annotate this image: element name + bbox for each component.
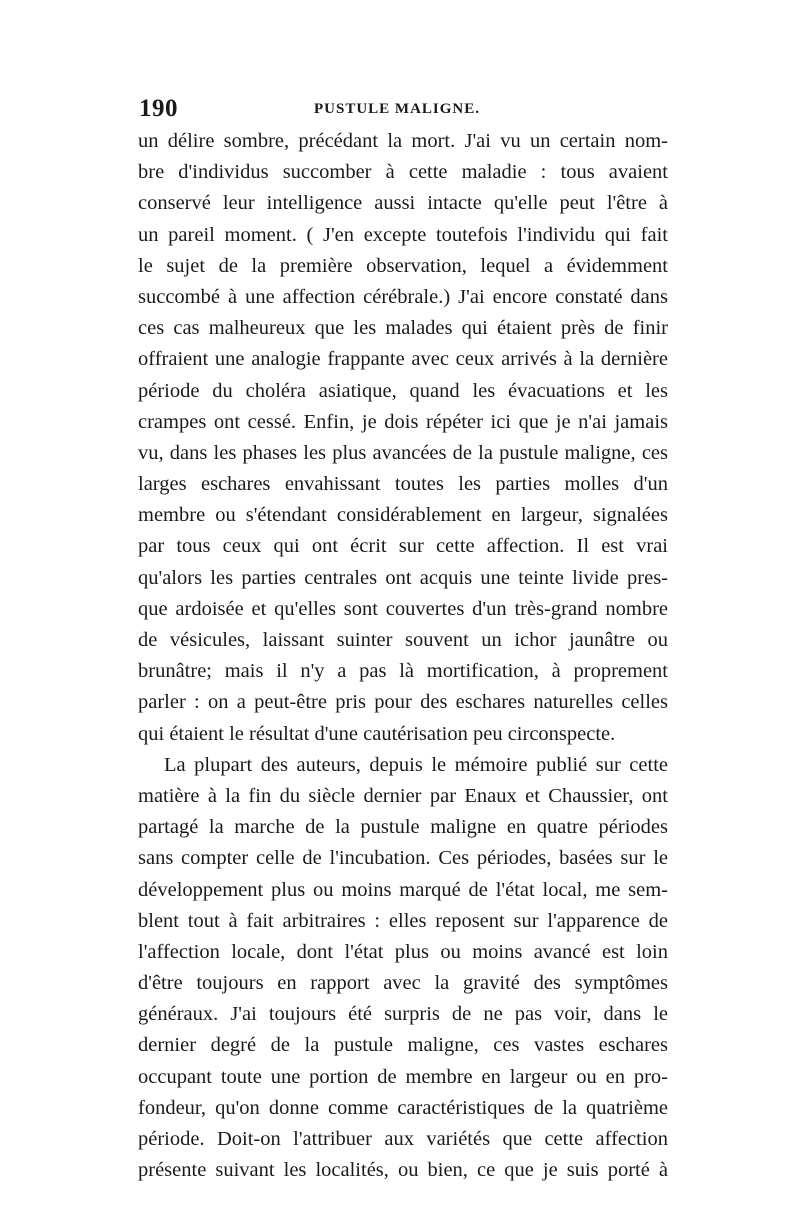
text-line: fondeur, qu'on donne comme caractéristiques de la quatrième — [138, 1096, 668, 1119]
text-line: larges eschares envahissant toutes les parties molles d'un — [138, 473, 668, 496]
text-line: blent tout à fait arbitraires : elles reposent sur l'apparence de — [138, 909, 668, 932]
text-line: un délire sombre, précédant la mort. J'ai vu un certain nom- — [138, 130, 668, 152]
text-line: un pareil moment. ( J'en excepte toutefois l'individu qui fait — [138, 223, 668, 246]
text-line: période du choléra asiatique, quand les évacuations et les — [138, 379, 668, 402]
text-line: occupant toute une portion de membre en largeur ou en pro- — [138, 1065, 668, 1088]
text-line: généraux. J'ai toujours été surpris de ne pas voir, dans le — [138, 1003, 668, 1026]
text-line: succombé à une affection cérébrale.) J'ai encore constaté dans — [138, 285, 668, 308]
text-line: que ardoisée et qu'elles sont couvertes d'un très-grand nombre — [138, 597, 668, 620]
text-line: période. Doit-on l'attribuer aux variétés que cette affection — [138, 1128, 668, 1150]
text-line: de vésicules, laissant suinter souvent un ichor jaunâtre ou — [138, 629, 668, 651]
running-title: PUSTULE MALIGNE. — [314, 101, 481, 117]
text-line: le sujet de la première observation, lequel a évidemment — [138, 254, 668, 277]
text-line: sans compter celle de l'incubation. Ces périodes, basées sur le — [138, 847, 668, 870]
text-line: parler : on a peut-être pris pour des eschares naturelles celles — [138, 691, 668, 714]
text-line: conservé leur intelligence aussi intacte qu'elle peut l'être à — [138, 192, 668, 215]
text-line: qu'alors les parties centrales ont acquis une teinte livide pres- — [138, 566, 668, 589]
page-number: 190 — [139, 95, 178, 122]
text-line: présente suivant les localités, ou bien, ce que je suis porté à — [138, 1159, 668, 1182]
page-header — [139, 95, 667, 125]
text-line: partagé la marche de la pustule maligne en quatre périodes — [138, 816, 668, 839]
body-text — [138, 126, 668, 1186]
text-line: membre ou s'étendant considérablement en largeur, signalées — [138, 504, 668, 527]
text-line: développement plus ou moins marqué de l'état local, me sem- — [138, 878, 668, 901]
text-line: d'être toujours en rapport avec la gravité des symptômes — [138, 972, 668, 995]
text-line: brunâtre; mais il n'y a pas là mortification, à proprement — [138, 660, 668, 683]
text-line: dernier degré de la pustule maligne, ces vastes eschares — [138, 1034, 668, 1057]
text-line: crampes ont cessé. Enfin, je dois répéter ici que je n'ai jamais — [138, 410, 668, 433]
text-line: vu, dans les phases les plus avancées de la pustule maligne, ces — [138, 441, 668, 464]
text-line: qui étaient le résultat d'une cautérisation peu circonspecte. — [138, 722, 616, 745]
text-line: bre d'individus succomber à cette maladie : tous avaient — [138, 161, 668, 184]
text-line: La plupart des auteurs, depuis le mémoire publié sur cette — [164, 753, 668, 776]
text-line: par tous ceux qui ont écrit sur cette affection. Il est vrai — [138, 535, 668, 558]
text-line: offraient une analogie frappante avec ceux arrivés à la dernière — [138, 348, 668, 371]
text-line: ces cas malheureux que les malades qui étaient près de finir — [138, 317, 668, 340]
text-line: matière à la fin du siècle dernier par Enaux et Chaussier, ont — [138, 784, 668, 807]
text-line: l'affection locale, dont l'état plus ou moins avancé est loin — [138, 940, 668, 963]
